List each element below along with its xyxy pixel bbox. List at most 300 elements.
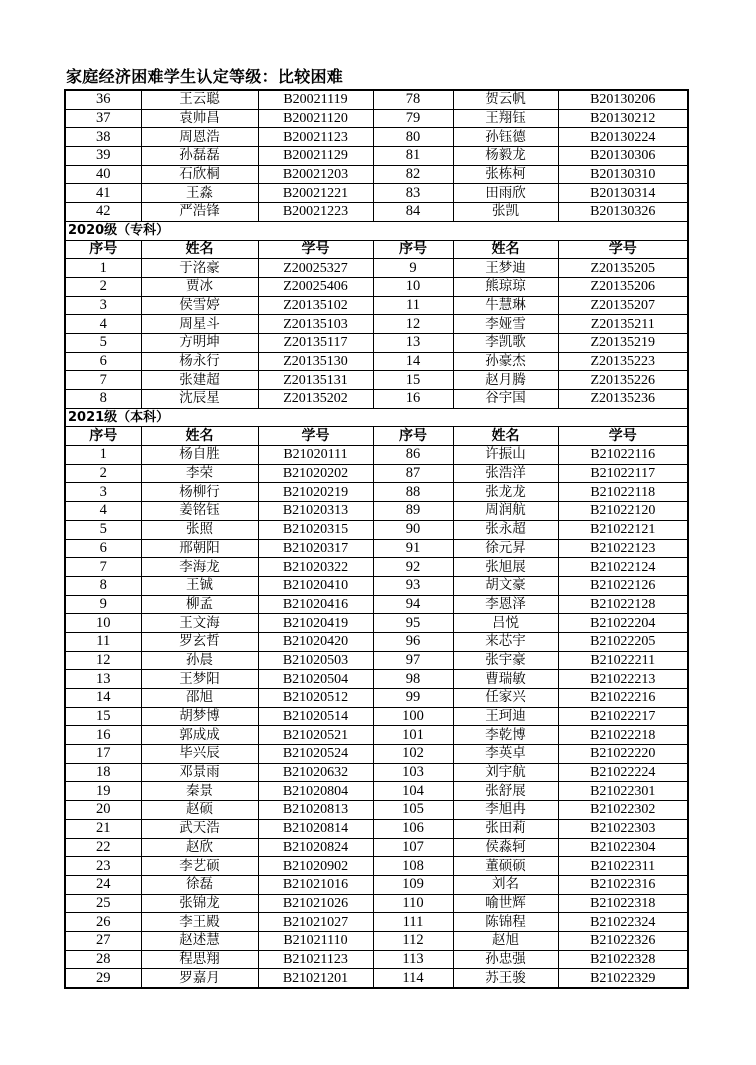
name-cell: 柳孟: [141, 595, 258, 614]
student-id-cell: B20130206: [558, 90, 688, 109]
seq-cell: 83: [373, 184, 453, 203]
student-table-body: [65, 90, 688, 988]
seq-cell: 15: [65, 707, 141, 726]
seq-cell: 1: [65, 259, 141, 278]
seq-cell: 16: [373, 390, 453, 409]
student-id-cell: B21022326: [558, 931, 688, 950]
seq-cell: 6: [65, 539, 141, 558]
student-id-cell: B21021027: [258, 913, 373, 932]
name-cell: 胡梦博: [141, 707, 258, 726]
student-id-cell: Z20025327: [258, 259, 373, 278]
student-id-cell: B21022128: [558, 595, 688, 614]
table-row: [65, 352, 688, 371]
name-cell: 刘名: [453, 875, 558, 894]
table-row: [65, 931, 688, 950]
seq-cell: 104: [373, 782, 453, 801]
name-cell: 邢朝阳: [141, 539, 258, 558]
seq-cell: 25: [65, 894, 141, 913]
name-cell: 贾冰: [141, 277, 258, 296]
name-cell: 赵月腾: [453, 371, 558, 390]
name-cell: 王梦迪: [453, 259, 558, 278]
seq-cell: 41: [65, 184, 141, 203]
name-cell: 张栋柯: [453, 165, 558, 184]
seq-cell: 16: [65, 726, 141, 745]
seq-cell: 88: [373, 483, 453, 502]
seq-cell: 28: [65, 950, 141, 969]
column-header: 序号: [65, 240, 141, 259]
student-id-cell: B21020814: [258, 819, 373, 838]
name-cell: 牛慧琳: [453, 296, 558, 315]
name-cell: 胡文豪: [453, 576, 558, 595]
seq-cell: 42: [65, 203, 141, 222]
seq-cell: 9: [65, 595, 141, 614]
student-id-cell: B21022116: [558, 446, 688, 465]
student-id-cell: B21022302: [558, 801, 688, 820]
seq-cell: 4: [65, 502, 141, 521]
seq-cell: 14: [373, 352, 453, 371]
name-cell: 侯雪婷: [141, 296, 258, 315]
table-row: [65, 745, 688, 764]
name-cell: 张舒展: [453, 782, 558, 801]
name-cell: 石欣桐: [141, 165, 258, 184]
seq-cell: 112: [373, 931, 453, 950]
table-row: [65, 726, 688, 745]
seq-cell: 93: [373, 576, 453, 595]
seq-cell: 82: [373, 165, 453, 184]
student-id-cell: Z20135131: [258, 371, 373, 390]
seq-cell: 18: [65, 763, 141, 782]
seq-cell: 14: [65, 689, 141, 708]
seq-cell: 5: [65, 520, 141, 539]
student-id-cell: B21022117: [558, 464, 688, 483]
student-id-cell: B20021123: [258, 128, 373, 147]
name-cell: 曹瑞敏: [453, 670, 558, 689]
student-id-cell: B20130310: [558, 165, 688, 184]
name-cell: 李乾博: [453, 726, 558, 745]
student-id-cell: B20130306: [558, 147, 688, 166]
seq-cell: 8: [65, 390, 141, 409]
seq-cell: 103: [373, 763, 453, 782]
name-cell: 赵欣: [141, 838, 258, 857]
name-cell: 孙钰德: [453, 128, 558, 147]
name-cell: 王珂迪: [453, 707, 558, 726]
student-id-cell: B21022118: [558, 483, 688, 502]
name-cell: 李王殿: [141, 913, 258, 932]
name-cell: 李恩泽: [453, 595, 558, 614]
table-row: [65, 277, 688, 296]
student-id-cell: B21022220: [558, 745, 688, 764]
column-header: 学号: [258, 427, 373, 446]
seq-cell: 23: [65, 857, 141, 876]
name-cell: 张照: [141, 520, 258, 539]
student-id-cell: Z20135207: [558, 296, 688, 315]
student-id-cell: B21022218: [558, 726, 688, 745]
name-cell: 熊琼琼: [453, 277, 558, 296]
seq-cell: 24: [65, 875, 141, 894]
student-id-cell: B20021223: [258, 203, 373, 222]
student-id-cell: B21022213: [558, 670, 688, 689]
seq-cell: 22: [65, 838, 141, 857]
name-cell: 张锦龙: [141, 894, 258, 913]
column-header: 姓名: [453, 240, 558, 259]
student-id-cell: B21022217: [558, 707, 688, 726]
seq-cell: 110: [373, 894, 453, 913]
name-cell: 孙磊磊: [141, 147, 258, 166]
student-id-cell: B21020111: [258, 446, 373, 465]
student-id-cell: B21020902: [258, 857, 373, 876]
name-cell: 王文海: [141, 614, 258, 633]
seq-cell: 13: [373, 333, 453, 352]
table-row: [65, 390, 688, 409]
name-cell: 李荣: [141, 464, 258, 483]
name-cell: 罗玄哲: [141, 632, 258, 651]
student-id-cell: B21022120: [558, 502, 688, 521]
seq-cell: 5: [65, 333, 141, 352]
table-row: [65, 801, 688, 820]
name-cell: 张田莉: [453, 819, 558, 838]
student-id-cell: B20021120: [258, 109, 373, 128]
student-id-cell: B21022304: [558, 838, 688, 857]
student-id-cell: B21021016: [258, 875, 373, 894]
seq-cell: 4: [65, 315, 141, 334]
seq-cell: 96: [373, 632, 453, 651]
section-heading: 2021级（本科）: [65, 408, 688, 427]
student-id-cell: B21022124: [558, 558, 688, 577]
student-id-cell: Z20135103: [258, 315, 373, 334]
column-header: 序号: [373, 427, 453, 446]
name-cell: 张龙龙: [453, 483, 558, 502]
name-cell: 张永超: [453, 520, 558, 539]
seq-cell: 29: [65, 969, 141, 988]
student-id-cell: B21020824: [258, 838, 373, 857]
table-row: [65, 969, 688, 988]
name-cell: 孙豪杰: [453, 352, 558, 371]
student-id-cell: B20130326: [558, 203, 688, 222]
table-row: [65, 651, 688, 670]
name-cell: 罗嘉月: [141, 969, 258, 988]
student-id-cell: B21022311: [558, 857, 688, 876]
student-id-cell: Z20135117: [258, 333, 373, 352]
name-cell: 程思翔: [141, 950, 258, 969]
name-cell: 邓景雨: [141, 763, 258, 782]
seq-cell: 91: [373, 539, 453, 558]
table-row: [65, 894, 688, 913]
table-row: [65, 670, 688, 689]
section-heading: 2020级（专科）: [65, 221, 688, 240]
column-header-row: [65, 427, 688, 446]
name-cell: 沈辰星: [141, 390, 258, 409]
student-id-cell: Z20135130: [258, 352, 373, 371]
table-row: [65, 371, 688, 390]
seq-cell: 1: [65, 446, 141, 465]
name-cell: 来芯宇: [453, 632, 558, 651]
name-cell: 陈锦程: [453, 913, 558, 932]
student-id-cell: Z20135206: [558, 277, 688, 296]
student-id-cell: B21020524: [258, 745, 373, 764]
name-cell: 周润航: [453, 502, 558, 521]
seq-cell: 107: [373, 838, 453, 857]
student-id-cell: B21022205: [558, 632, 688, 651]
name-cell: 王淼: [141, 184, 258, 203]
student-id-cell: B21020503: [258, 651, 373, 670]
table-row: [65, 950, 688, 969]
name-cell: 张建超: [141, 371, 258, 390]
student-id-cell: B20021119: [258, 90, 373, 109]
name-cell: 徐元昇: [453, 539, 558, 558]
name-cell: 方明坤: [141, 333, 258, 352]
name-cell: 郭成成: [141, 726, 258, 745]
name-cell: 张凯: [453, 203, 558, 222]
student-id-cell: Z20135236: [558, 390, 688, 409]
seq-cell: 3: [65, 296, 141, 315]
student-id-cell: B21022318: [558, 894, 688, 913]
seq-cell: 113: [373, 950, 453, 969]
table-row: [65, 763, 688, 782]
name-cell: 喻世辉: [453, 894, 558, 913]
name-cell: 秦景: [141, 782, 258, 801]
seq-cell: 97: [373, 651, 453, 670]
seq-cell: 80: [373, 128, 453, 147]
document-title: 家庭经济困难学生认定等级：比较困难: [66, 67, 344, 86]
student-id-cell: B21022211: [558, 651, 688, 670]
seq-cell: 102: [373, 745, 453, 764]
table-row: [65, 913, 688, 932]
table-row: [65, 109, 688, 128]
seq-cell: 111: [373, 913, 453, 932]
student-id-cell: Z20135226: [558, 371, 688, 390]
name-cell: 苏王骏: [453, 969, 558, 988]
seq-cell: 92: [373, 558, 453, 577]
seq-cell: 86: [373, 446, 453, 465]
student-id-cell: Z20135219: [558, 333, 688, 352]
name-cell: 赵硕: [141, 801, 258, 820]
name-cell: 孙忠强: [453, 950, 558, 969]
seq-cell: 105: [373, 801, 453, 820]
table-row: [65, 296, 688, 315]
name-cell: 杨柳行: [141, 483, 258, 502]
seq-cell: 36: [65, 90, 141, 109]
column-header: 姓名: [453, 427, 558, 446]
seq-cell: 13: [65, 670, 141, 689]
seq-cell: 99: [373, 689, 453, 708]
seq-cell: 12: [373, 315, 453, 334]
student-id-cell: B21022126: [558, 576, 688, 595]
student-id-cell: B21022324: [558, 913, 688, 932]
table-row: [65, 502, 688, 521]
table-row: [65, 539, 688, 558]
student-id-cell: B20130212: [558, 109, 688, 128]
seq-cell: 6: [65, 352, 141, 371]
seq-cell: 3: [65, 483, 141, 502]
seq-cell: 98: [373, 670, 453, 689]
table-row: [65, 446, 688, 465]
section-heading-row: [65, 408, 688, 427]
seq-cell: 12: [65, 651, 141, 670]
seq-cell: 11: [65, 632, 141, 651]
student-id-cell: B21020313: [258, 502, 373, 521]
seq-cell: 11: [373, 296, 453, 315]
seq-cell: 106: [373, 819, 453, 838]
student-id-cell: B21022328: [558, 950, 688, 969]
table-row: [65, 184, 688, 203]
name-cell: 严浩锋: [141, 203, 258, 222]
seq-cell: 109: [373, 875, 453, 894]
table-row: [65, 819, 688, 838]
column-header: 学号: [558, 427, 688, 446]
seq-cell: 39: [65, 147, 141, 166]
name-cell: 杨自胜: [141, 446, 258, 465]
name-cell: 袁帅昌: [141, 109, 258, 128]
seq-cell: 101: [373, 726, 453, 745]
student-id-cell: B21020317: [258, 539, 373, 558]
table-row: [65, 782, 688, 801]
student-id-cell: Z20135211: [558, 315, 688, 334]
seq-cell: 38: [65, 128, 141, 147]
seq-cell: 17: [65, 745, 141, 764]
table-row: [65, 632, 688, 651]
seq-cell: 87: [373, 464, 453, 483]
student-id-cell: B21020804: [258, 782, 373, 801]
student-id-cell: Z20135202: [258, 390, 373, 409]
name-cell: 孙晨: [141, 651, 258, 670]
name-cell: 任家兴: [453, 689, 558, 708]
student-id-cell: B21022301: [558, 782, 688, 801]
seq-cell: 78: [373, 90, 453, 109]
name-cell: 张浩洋: [453, 464, 558, 483]
name-cell: 张宇豪: [453, 651, 558, 670]
student-id-cell: B21020219: [258, 483, 373, 502]
student-id-cell: Z20135102: [258, 296, 373, 315]
name-cell: 赵述慧: [141, 931, 258, 950]
name-cell: 张旭展: [453, 558, 558, 577]
name-cell: 周星斗: [141, 315, 258, 334]
seq-cell: 95: [373, 614, 453, 633]
student-id-cell: B21020410: [258, 576, 373, 595]
seq-cell: 9: [373, 259, 453, 278]
student-id-cell: B21020632: [258, 763, 373, 782]
table-row: [65, 259, 688, 278]
seq-cell: 20: [65, 801, 141, 820]
seq-cell: 37: [65, 109, 141, 128]
name-cell: 武天浩: [141, 819, 258, 838]
name-cell: 李娅雪: [453, 315, 558, 334]
table-row: [65, 165, 688, 184]
seq-cell: 7: [65, 371, 141, 390]
seq-cell: 100: [373, 707, 453, 726]
student-id-cell: B21020813: [258, 801, 373, 820]
student-id-cell: B20130224: [558, 128, 688, 147]
student-id-cell: B21022303: [558, 819, 688, 838]
student-id-cell: B21021026: [258, 894, 373, 913]
student-id-cell: B21022316: [558, 875, 688, 894]
column-header: 姓名: [141, 240, 258, 259]
table-row: [65, 483, 688, 502]
seq-cell: 84: [373, 203, 453, 222]
name-cell: 王云聪: [141, 90, 258, 109]
name-cell: 徐磊: [141, 875, 258, 894]
student-table: [64, 89, 689, 989]
student-id-cell: B21021201: [258, 969, 373, 988]
table-row: [65, 875, 688, 894]
name-cell: 周恩浩: [141, 128, 258, 147]
student-id-cell: B21022123: [558, 539, 688, 558]
column-header: 学号: [258, 240, 373, 259]
name-cell: 贺云帆: [453, 90, 558, 109]
student-id-cell: B20130314: [558, 184, 688, 203]
student-id-cell: B21022204: [558, 614, 688, 633]
table-row: [65, 315, 688, 334]
seq-cell: 15: [373, 371, 453, 390]
student-id-cell: B21020416: [258, 595, 373, 614]
student-id-cell: B20021221: [258, 184, 373, 203]
name-cell: 于洺豪: [141, 259, 258, 278]
table-row: [65, 203, 688, 222]
seq-cell: 21: [65, 819, 141, 838]
name-cell: 王翔钰: [453, 109, 558, 128]
name-cell: 李海龙: [141, 558, 258, 577]
name-cell: 赵旭: [453, 931, 558, 950]
column-header: 序号: [65, 427, 141, 446]
table-row: [65, 857, 688, 876]
table-row: [65, 595, 688, 614]
seq-cell: 27: [65, 931, 141, 950]
seq-cell: 19: [65, 782, 141, 801]
seq-cell: 10: [65, 614, 141, 633]
name-cell: 刘宇航: [453, 763, 558, 782]
column-header: 序号: [373, 240, 453, 259]
table-row: [65, 147, 688, 166]
table-row: [65, 333, 688, 352]
student-id-cell: B21020514: [258, 707, 373, 726]
name-cell: 李凯歌: [453, 333, 558, 352]
name-cell: 董硕硕: [453, 857, 558, 876]
student-id-cell: Z20025406: [258, 277, 373, 296]
seq-cell: 79: [373, 109, 453, 128]
name-cell: 王梦阳: [141, 670, 258, 689]
student-id-cell: B21021110: [258, 931, 373, 950]
seq-cell: 90: [373, 520, 453, 539]
student-id-cell: B21020521: [258, 726, 373, 745]
student-id-cell: Z20135223: [558, 352, 688, 371]
seq-cell: 81: [373, 147, 453, 166]
seq-cell: 114: [373, 969, 453, 988]
name-cell: 许振山: [453, 446, 558, 465]
name-cell: 王铖: [141, 576, 258, 595]
student-id-cell: B21020322: [258, 558, 373, 577]
seq-cell: 2: [65, 464, 141, 483]
name-cell: 吕悦: [453, 614, 558, 633]
seq-cell: 108: [373, 857, 453, 876]
seq-cell: 40: [65, 165, 141, 184]
column-header: 姓名: [141, 427, 258, 446]
table-row: [65, 689, 688, 708]
name-cell: 杨永行: [141, 352, 258, 371]
name-cell: 李旭冉: [453, 801, 558, 820]
seq-cell: 10: [373, 277, 453, 296]
name-cell: 侯淼轲: [453, 838, 558, 857]
student-id-cell: B21020504: [258, 670, 373, 689]
student-id-cell: B21021123: [258, 950, 373, 969]
table-row: [65, 558, 688, 577]
student-id-cell: B21022121: [558, 520, 688, 539]
seq-cell: 26: [65, 913, 141, 932]
name-cell: 李艺硕: [141, 857, 258, 876]
table-row: [65, 614, 688, 633]
student-id-cell: B21020420: [258, 632, 373, 651]
table-row: [65, 707, 688, 726]
student-id-cell: B21022329: [558, 969, 688, 988]
column-header: 学号: [558, 240, 688, 259]
